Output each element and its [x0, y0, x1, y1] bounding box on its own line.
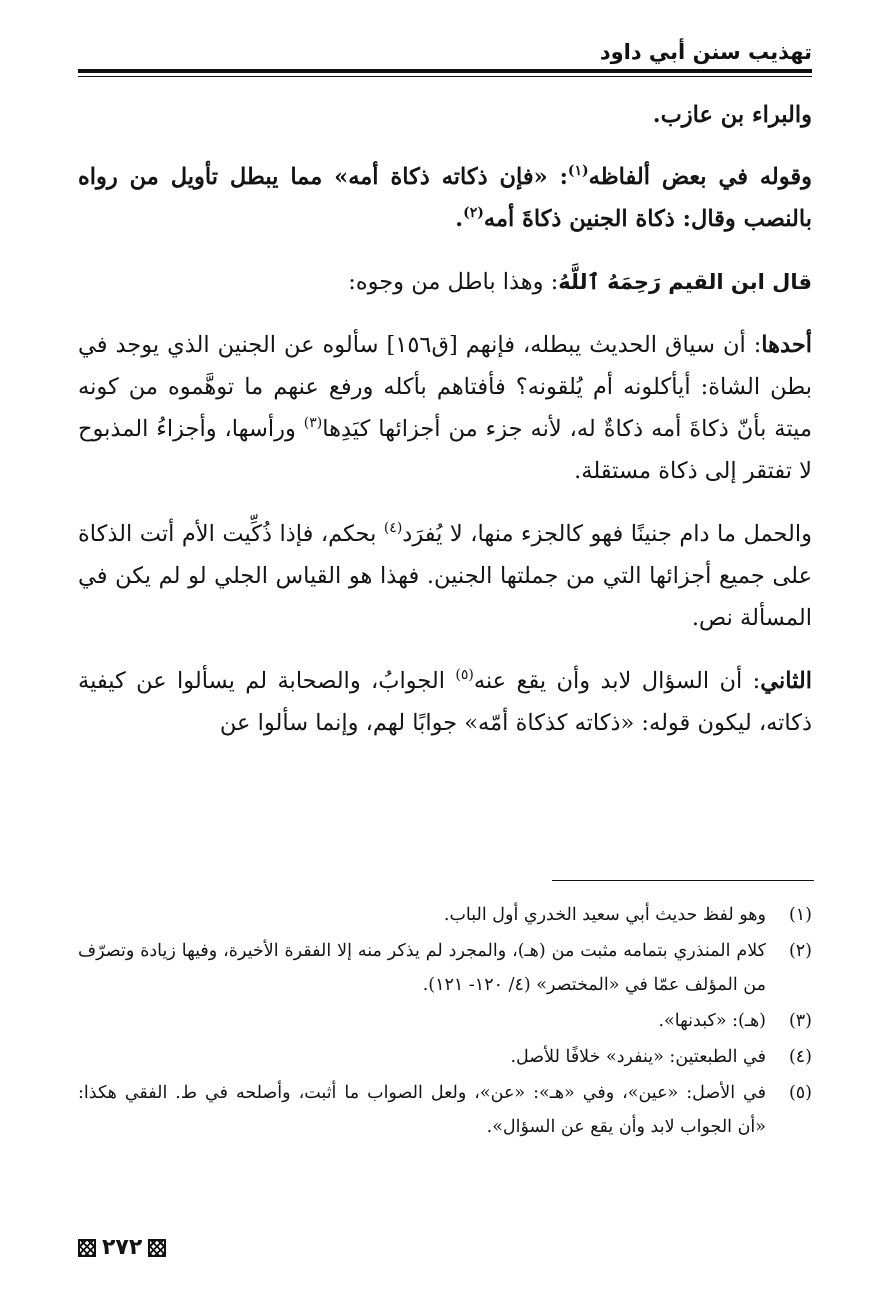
paragraph-5-text-b: بحكم، فإذا ذُكِّيت الأم أتت الذكاة على جميع أجزائها التي من جملتها الجنين. فهذا هو القياس الجلي لو لم يكن في المسألة نص.: [78, 521, 812, 631]
paragraph-3-text: : وهذا باطل من وجوه:: [348, 269, 559, 295]
paragraph-4: [78, 324, 812, 492]
running-header: [78, 38, 812, 74]
point-one-label: أحدها: [761, 332, 812, 358]
main-text: [78, 94, 812, 765]
footnote-number: (٥): [788, 1083, 812, 1103]
ornament-left-icon: [78, 1239, 96, 1257]
paragraph-2-text-b: : «فإن ذكاته ذكاة أمه» مما يبطل تأويل من رواه بالنصب وقال: ذكاة الجنين ذكاةَ أمه: [78, 164, 812, 232]
footnote-ref-4[interactable]: (٤): [383, 520, 403, 536]
paragraph-6: [78, 660, 812, 744]
footnotes: [78, 898, 812, 1146]
page-number-block: [78, 1236, 166, 1260]
honorific-glyph: رَحِمَهُ ٱللَّهُ: [558, 270, 662, 294]
book-title: تهذيب سنن أبي داود: [599, 40, 812, 64]
ibn-qayyim-label: قال ابن القيم: [668, 270, 812, 294]
footnote-text: في الأصل: «عين»، وفي «هـ»: «عن»، ولعل الصواب ما أثبت، وأصلحه في ط. الفقي هكذا: «أن الجواب لابد وأن يقع عن السؤال».: [78, 1083, 766, 1137]
page-number: ٢٧٢: [102, 1235, 143, 1260]
footnote-item: [78, 934, 812, 1002]
point-two-label: الثاني: [760, 668, 812, 694]
footnote-number: (٤): [788, 1047, 812, 1067]
header-rule-thin: [78, 76, 812, 77]
ornament-right-icon: [148, 1239, 166, 1257]
footnote-item: [78, 1040, 812, 1074]
footnote-text: (هـ): «كبدنها».: [658, 1011, 766, 1031]
paragraph-4-text-a: : أن سياق الحديث يبطله، فإنهم [ق١٥٦] سألوه عن الجنين الذي يوجد في بطن الشاة: أيأكلونه أم يُلقونه؟ فأفتاهم بأكله ورفع عنهم ما توهَّموه من كونه ميتة بأنّ ذكاةَ أمه ذكاةٌ له، لأنه جزء من أجزائها كيَدِها: [78, 332, 812, 442]
paragraph-3: [78, 261, 812, 303]
footnote-text: في الطبعتين: «ينفرد» خلافًا للأصل.: [510, 1047, 766, 1067]
header-rule-thick: [78, 69, 812, 73]
paragraph-1-text: والبراء بن عازب.: [652, 102, 812, 128]
footnote-ref-2[interactable]: (٢): [463, 205, 484, 221]
paragraph-2: [78, 156, 812, 240]
paragraph-4-text-b: ورأسها، وأجزاءُ المذبوح لا تفتقر إلى ذكاة مستقلة.: [78, 416, 812, 484]
paragraph-6-text-b: الجوابُ، والصحابة لم يسألوا عن كيفية ذكاته، ليكون قوله: «ذكاته كذكاة أمّه» جوابًا لهم، وإنما سألوا عن: [78, 668, 812, 736]
footnote-item: [78, 1004, 812, 1038]
footnote-separator: [552, 880, 814, 881]
footnote-item: [78, 1076, 812, 1144]
paragraph-1: [78, 94, 812, 136]
footnote-number: (٣): [788, 1011, 812, 1031]
footnote-number: (٢): [788, 941, 812, 961]
paragraph-2-text-a: وقوله في بعض ألفاظه: [588, 164, 812, 190]
paragraph-2-text-c: .: [455, 206, 464, 232]
footnote-item: [78, 898, 812, 932]
paragraph-5-text-a: والحمل ما دام جنينًا فهو كالجزء منها، لا يُفرَد: [402, 521, 812, 547]
footnote-text: كلام المنذري بتمامه مثبت من (هـ)، والمجرد لم يذكر منه إلا الفقرة الأخيرة، وفيها زيادة وتصرّف من المؤلف عمّا في «المختصر» (٤/ ١٢٠- ١٢١).: [78, 941, 766, 995]
paragraph-6-text-a: : أن السؤال لابد وأن يقع عنه: [473, 668, 761, 694]
footnote-ref-3[interactable]: (٣): [303, 415, 323, 431]
footnote-text: وهو لفظ حديث أبي سعيد الخدري أول الباب.: [443, 905, 766, 925]
footnote-ref-5[interactable]: (٥): [455, 667, 474, 683]
footnote-number: (١): [788, 905, 812, 925]
footnote-ref-1[interactable]: (١): [567, 163, 589, 179]
paragraph-5: [78, 513, 812, 639]
